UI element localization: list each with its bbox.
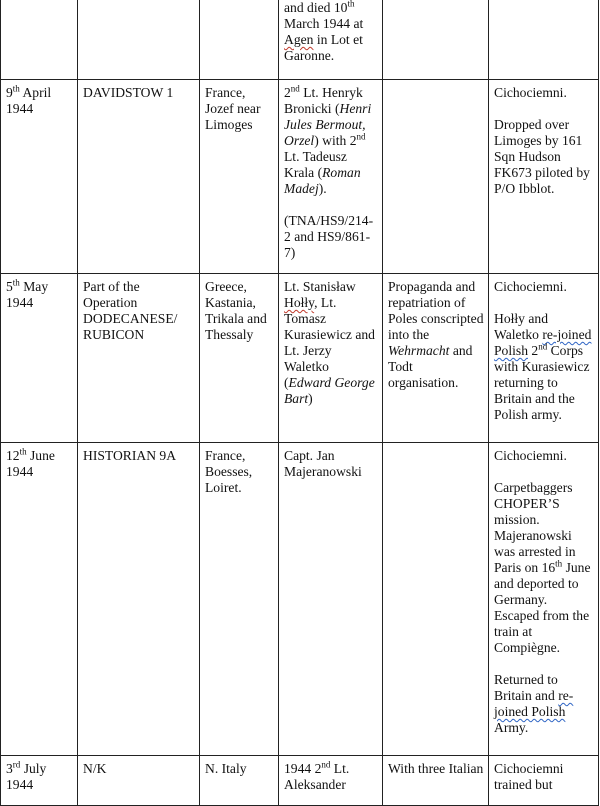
- notes-cell: Cichociemni trained but: [489, 756, 599, 806]
- location-cell: France, Boesses, Loiret.: [200, 443, 279, 756]
- date-cell: 12th June 1944: [1, 443, 78, 756]
- table-row: [1, 756, 599, 806]
- personnel-cell: and died 10th March 1944 at Agen in Lot et Garonne.: [279, 0, 383, 80]
- purpose-cell: [383, 0, 489, 80]
- operation-cell: Part of the Operation DODECANESE/ RUBICON: [78, 274, 200, 443]
- date-cell: [1, 0, 78, 80]
- date-cell: 3rd July 1944: [1, 756, 78, 806]
- notes-cell: Cichociemni. Dropped over Limoges by 161 Sqn Hudson FK673 piloted by P/O Ibblot.: [489, 80, 599, 274]
- purpose-cell: [383, 443, 489, 756]
- location-cell: N. Italy: [200, 756, 279, 806]
- location-cell: [200, 0, 279, 80]
- operation-cell: DAVIDSTOW 1: [78, 80, 200, 274]
- personnel-cell: Capt. Jan Majeranowski: [279, 443, 383, 756]
- table-row: [1, 0, 599, 80]
- notes-cell: Cichociemni. Hołły and Waletko re-joined Polish 2nd Corps with Kurasiewicz returning to Britain and the Polish army.: [489, 274, 599, 443]
- date-cell: 9th April 1944: [1, 80, 78, 274]
- notes-cell: [489, 0, 599, 80]
- operation-cell: N/K: [78, 756, 200, 806]
- date-cell: 5th May 1944: [1, 274, 78, 443]
- table-row: [1, 443, 599, 756]
- notes-cell: Cichociemni. Carpetbaggers CHOPER’S mission. Majeranowski was arrested in Paris on 16th June and deported to Germany. Escaped from the train at Compiègne. Returned to Britain and re-joined Polish Army.: [489, 443, 599, 756]
- purpose-cell: Propaganda and repatriation of Poles conscripted into the Wehrmacht and Todt organisation.: [383, 274, 489, 443]
- operation-cell: HISTORIAN 9A: [78, 443, 200, 756]
- operation-cell: [78, 0, 200, 80]
- personnel-cell: 2nd Lt. Henryk Bronicki (Henri Jules Bermout, Orzel) with 2nd Lt. Tadeusz Krala (Roman Madej). (TNA/HS9/214-2 and HS9/861-7): [279, 80, 383, 274]
- purpose-cell: [383, 80, 489, 274]
- table-row: [1, 80, 599, 274]
- location-cell: Greece, Kastania, Trikala and Thessaly: [200, 274, 279, 443]
- location-cell: France, Jozef near Limoges: [200, 80, 279, 274]
- personnel-cell: Lt. Stanisław Hołły, Lt. Tomasz Kurasiewicz and Lt. Jerzy Waletko (Edward George Bart): [279, 274, 383, 443]
- purpose-cell: With three Italian: [383, 756, 489, 806]
- table-row: [1, 274, 599, 443]
- personnel-cell: 1944 2nd Lt. Aleksander: [279, 756, 383, 806]
